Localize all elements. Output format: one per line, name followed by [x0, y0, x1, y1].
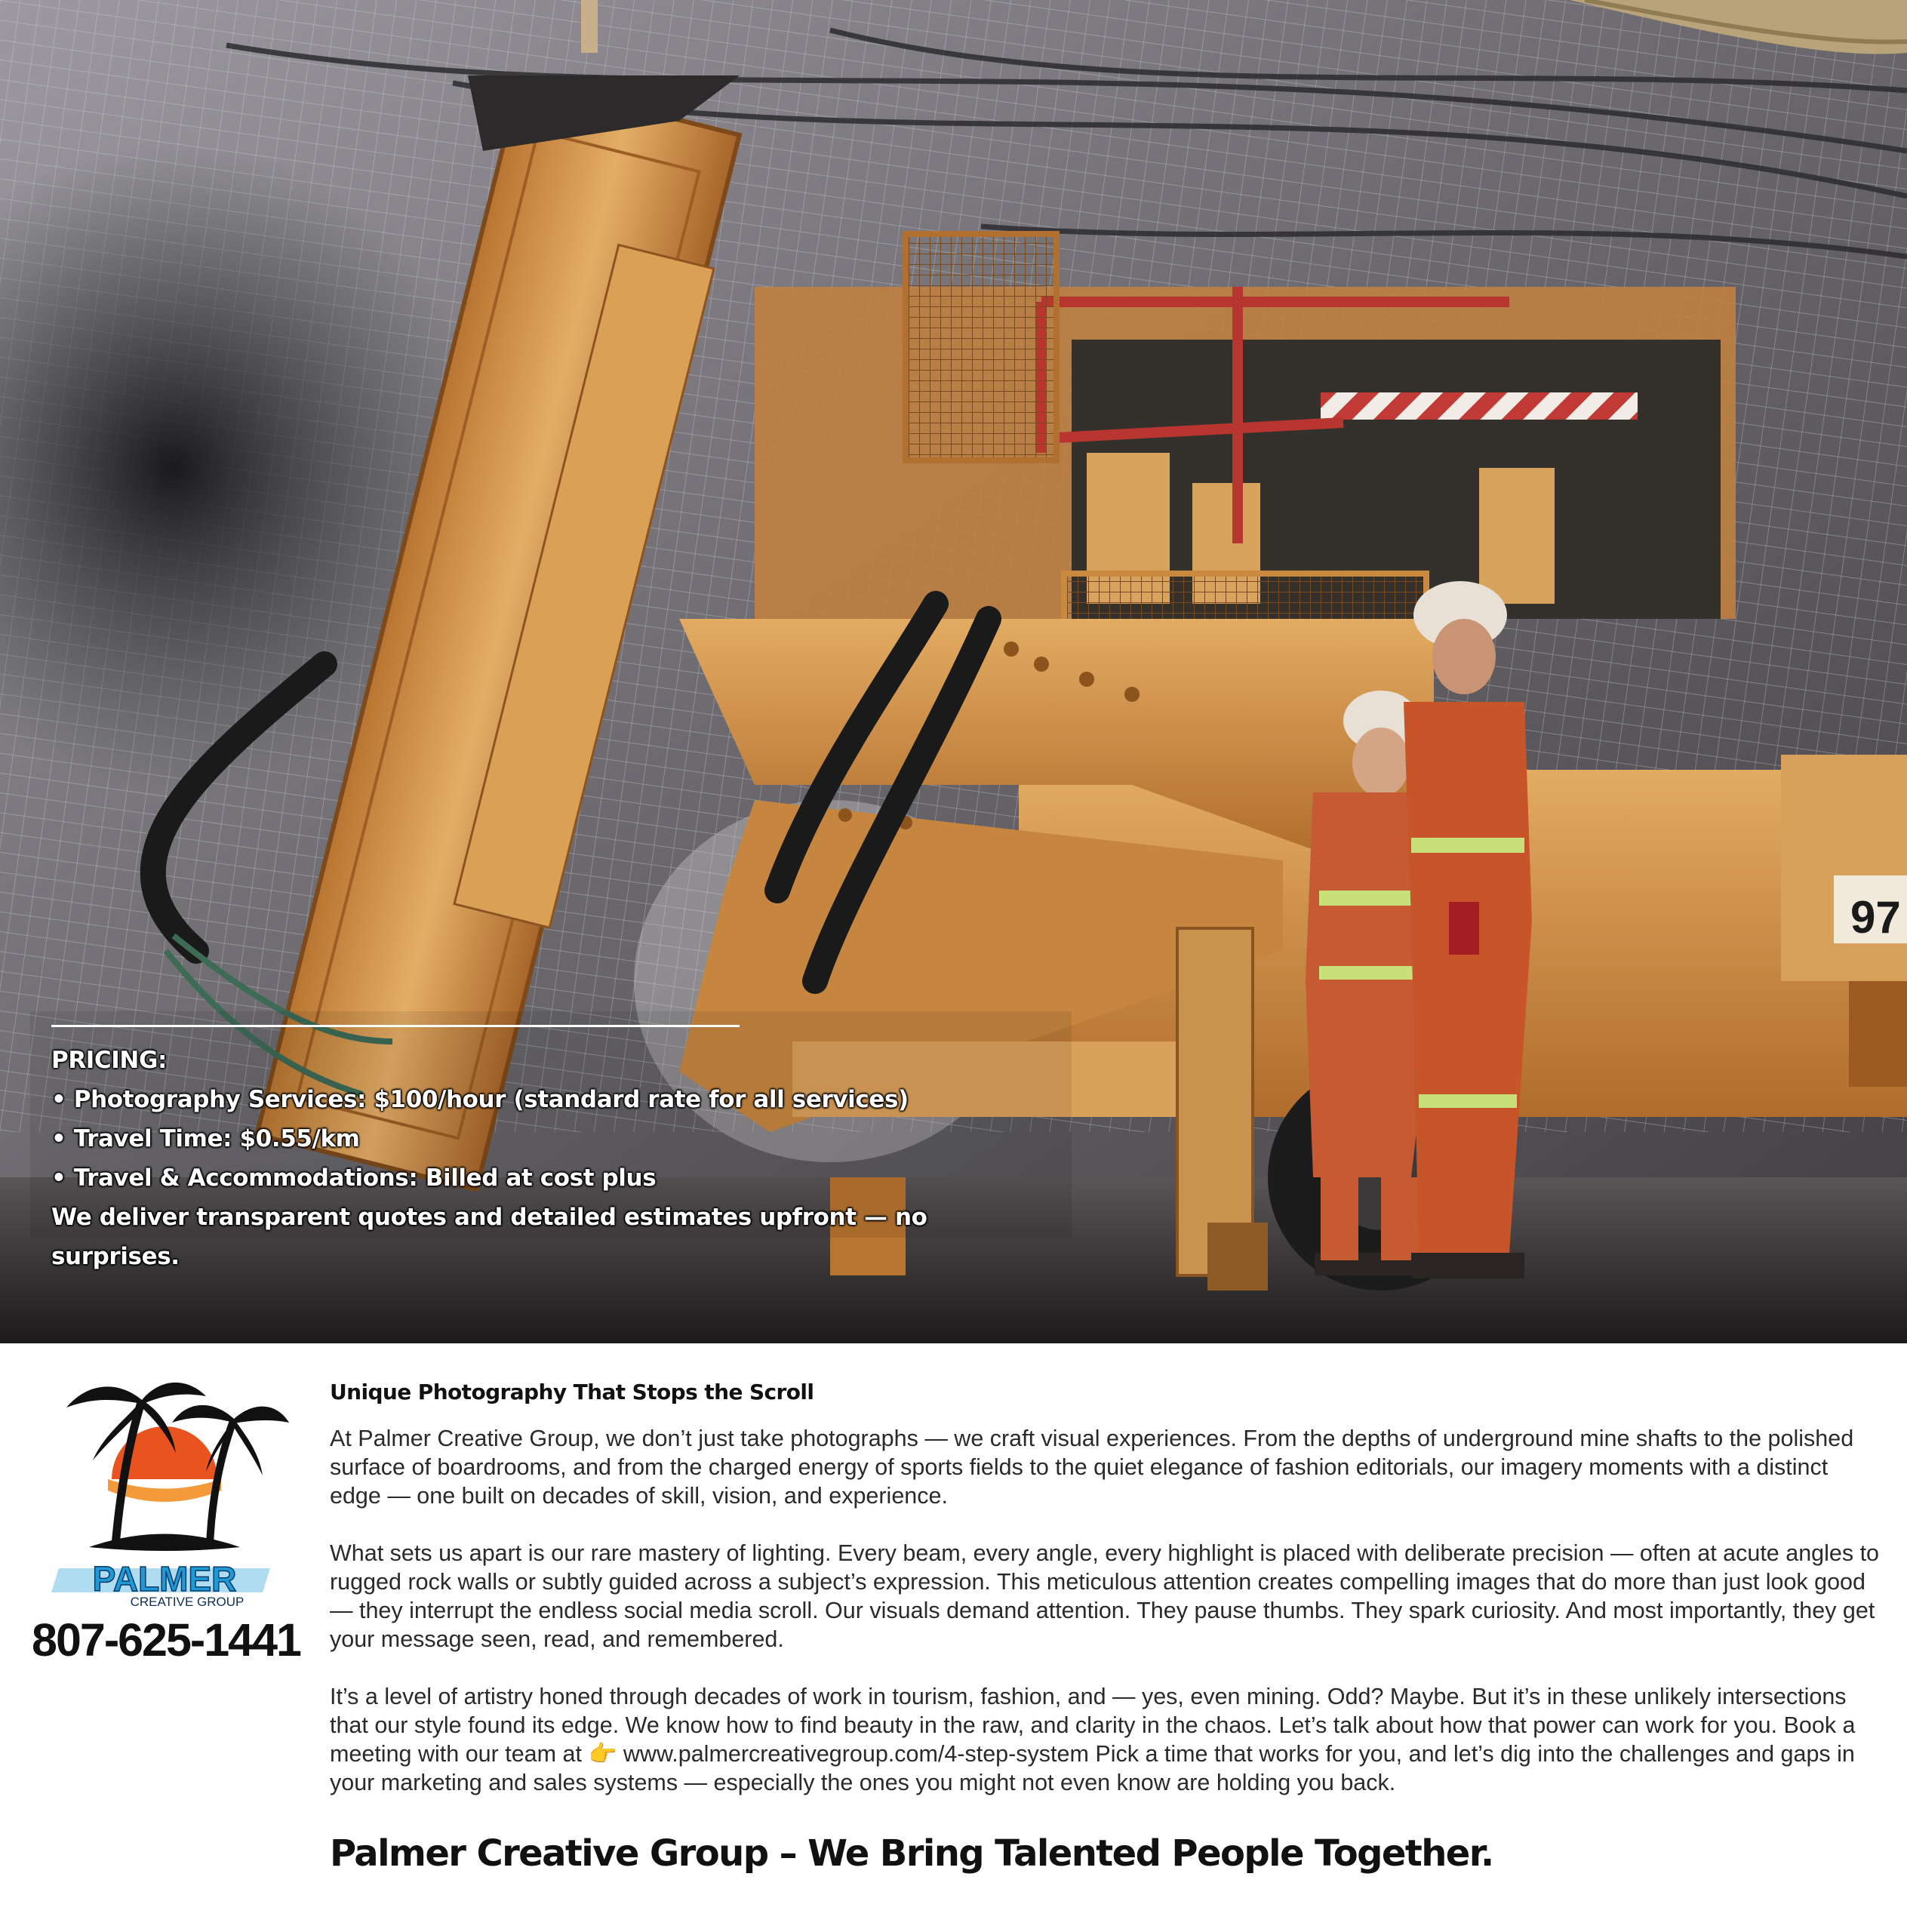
pricing-item-photography: • Photography Services: $100/hour (standard rate for all services)	[51, 1086, 909, 1113]
pricing-item-travel-time: • Travel Time: $0.55/km	[51, 1125, 360, 1152]
pricing-item-accommodations: • Travel & Accommodations: Billed at cost plus	[51, 1164, 657, 1192]
body-copy	[330, 1380, 1884, 1826]
logo-brand: PALMER	[92, 1559, 237, 1598]
palmer-logo	[36, 1366, 293, 1607]
pricing-heading: PRICING:	[51, 1047, 167, 1074]
pricing-footer: We deliver transparent quotes and detailed estimates upfront — no surprises.	[51, 1204, 927, 1270]
logo-subtitle: CREATIVE GROUP	[130, 1595, 245, 1607]
copy-paragraph: At Palmer Creative Group, we don’t just take photographs — we craft visual experiences. From the depths of underground mine shafts to the polished surface of boardrooms, and from the charged energy of sports fields to the quiet elegance of fashion editorials, our imagery moments with a distinct edge — one built on decades of skill, vision, and experience.	[330, 1426, 1854, 1509]
machine-number: 97	[1850, 892, 1901, 943]
phone-number[interactable]: 807-625-1441	[32, 1614, 300, 1666]
pricing-divider	[51, 1025, 740, 1027]
info-panel	[0, 1343, 1907, 1932]
copy-heading: Unique Photography That Stops the Scroll	[330, 1380, 814, 1404]
pricing-block	[51, 1025, 1055, 1276]
copy-paragraph: What sets us apart is our rare mastery of lighting. Every beam, every angle, every highlight is placed with deliberate precision — often at acute angles to rugged rock walls or subtly guided across a subject’s expression. This meticulous attention creates compelling images that do more than just look good — they interrupt the endless social media scroll. Our visuals demand attention. They pause thumbs. They spark curiosity. And most importantly, they get your message seen, read, and remembered.	[330, 1540, 1880, 1652]
copy-paragraph: It’s a level of artistry honed through decades of work in tourism, fashion, and — yes, even mining. Odd? Maybe. But it’s in these unlikely intersections that our style found its edge. We know how to find beauty in the raw, and clarity in the chaos. Let’s talk about how that power can work for you. Book a meeting with our team at 👉 www.palmercreativegroup.com/4-step-system Pick a time that works for you, and let’s dig into the challenges and gaps in your marketing and sales systems — especially the ones you might not even know are holding you back.	[330, 1684, 1856, 1795]
tagline: Palmer Creative Group – We Bring Talented People Together.	[330, 1832, 1493, 1875]
